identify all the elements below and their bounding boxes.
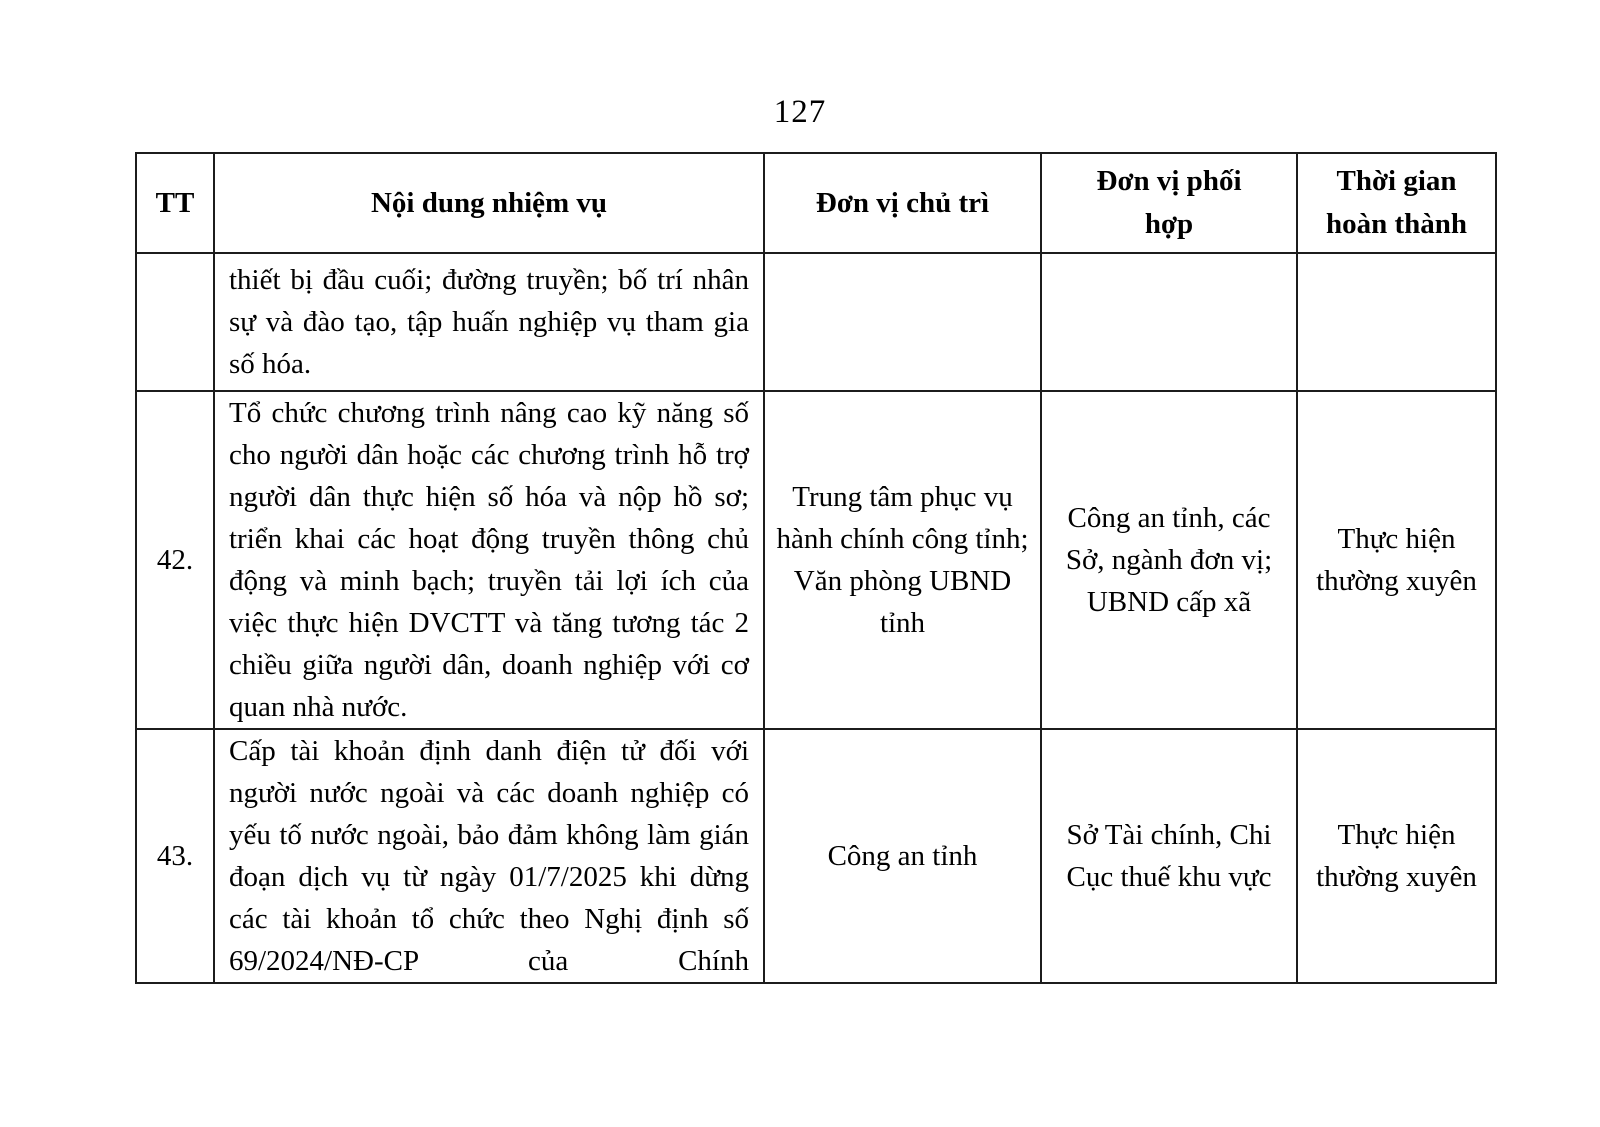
task-text: Cấp tài khoản định danh điện tử đối với người nước ngoài và các doanh nghiệp có yếu tố nước ngoài, bảo đảm không làm gián đoạn dịch vụ từ ngày 01/7/2025 khi dừng các tài khoản tổ chức theo Nghị định số 69/2024/NĐ-CP của Chính bbox=[229, 735, 749, 977]
cell-tt: 42. bbox=[136, 391, 214, 729]
header-task bbox=[214, 153, 764, 253]
cell-task bbox=[214, 729, 764, 983]
header-completion-time bbox=[1297, 153, 1496, 253]
cell-task bbox=[214, 391, 764, 729]
cell-coordinating-unit: Sở Tài chính, Chi Cục thuế khu vực bbox=[1041, 729, 1297, 983]
header-completion-time-label: Thời gian hoàn thành bbox=[1325, 165, 1468, 240]
table-row-continuation bbox=[136, 253, 1496, 391]
cell-coordinating-unit: Công an tỉnh, các Sở, ngành đơn vị; UBND cấp xã bbox=[1041, 391, 1297, 729]
header-task-label: Nội dung nhiệm vụ bbox=[370, 186, 608, 219]
cell-completion-time: Thực hiện thường xuyên bbox=[1297, 391, 1496, 729]
header-lead-unit bbox=[764, 153, 1041, 253]
header-tt bbox=[136, 153, 214, 253]
cell-lead-unit bbox=[764, 253, 1041, 391]
cell-completion-time: Thực hiện thường xuyên bbox=[1297, 729, 1496, 983]
page-number: 127 bbox=[773, 94, 827, 130]
table-row-43 bbox=[136, 729, 1496, 983]
cell-tt: 43. bbox=[136, 729, 214, 983]
cell-lead-unit: Công an tỉnh bbox=[764, 729, 1041, 983]
header-coordinating-unit bbox=[1041, 153, 1297, 253]
task-text: thiết bị đầu cuối; đường truyền; bố trí nhân sự và đào tạo, tập huấn nghiệp vụ tham gia số hóa. bbox=[229, 264, 749, 380]
cell-lead-unit: Trung tâm phục vụ hành chính công tỉnh; Văn phòng UBND tỉnh bbox=[764, 391, 1041, 729]
header-coordinating-unit-label: Đơn vị phối hợp bbox=[1096, 165, 1242, 240]
cell-coordinating-unit bbox=[1041, 253, 1297, 391]
table-row-42 bbox=[136, 391, 1496, 729]
header-tt-label: TT bbox=[155, 186, 195, 219]
header-lead-unit-label: Đơn vị chủ trì bbox=[815, 186, 990, 219]
cell-completion-time bbox=[1297, 253, 1496, 391]
task-text: Tổ chức chương trình nâng cao kỹ năng số cho người dân hoặc các chương trình hỗ trợ người dân thực hiện số hóa và nộp hồ sơ; triển khai các hoạt động truyền thông chủ động và minh bạch; truyền tải lợi ích của việc thực hiện DVCTT và tăng tương tác 2 chiều giữa người dân, doanh nghiệp với cơ quan nhà nước. bbox=[229, 397, 749, 723]
cell-tt bbox=[136, 253, 214, 391]
task-table bbox=[135, 152, 1497, 984]
table-header-row bbox=[136, 153, 1496, 253]
cell-task bbox=[214, 253, 764, 391]
